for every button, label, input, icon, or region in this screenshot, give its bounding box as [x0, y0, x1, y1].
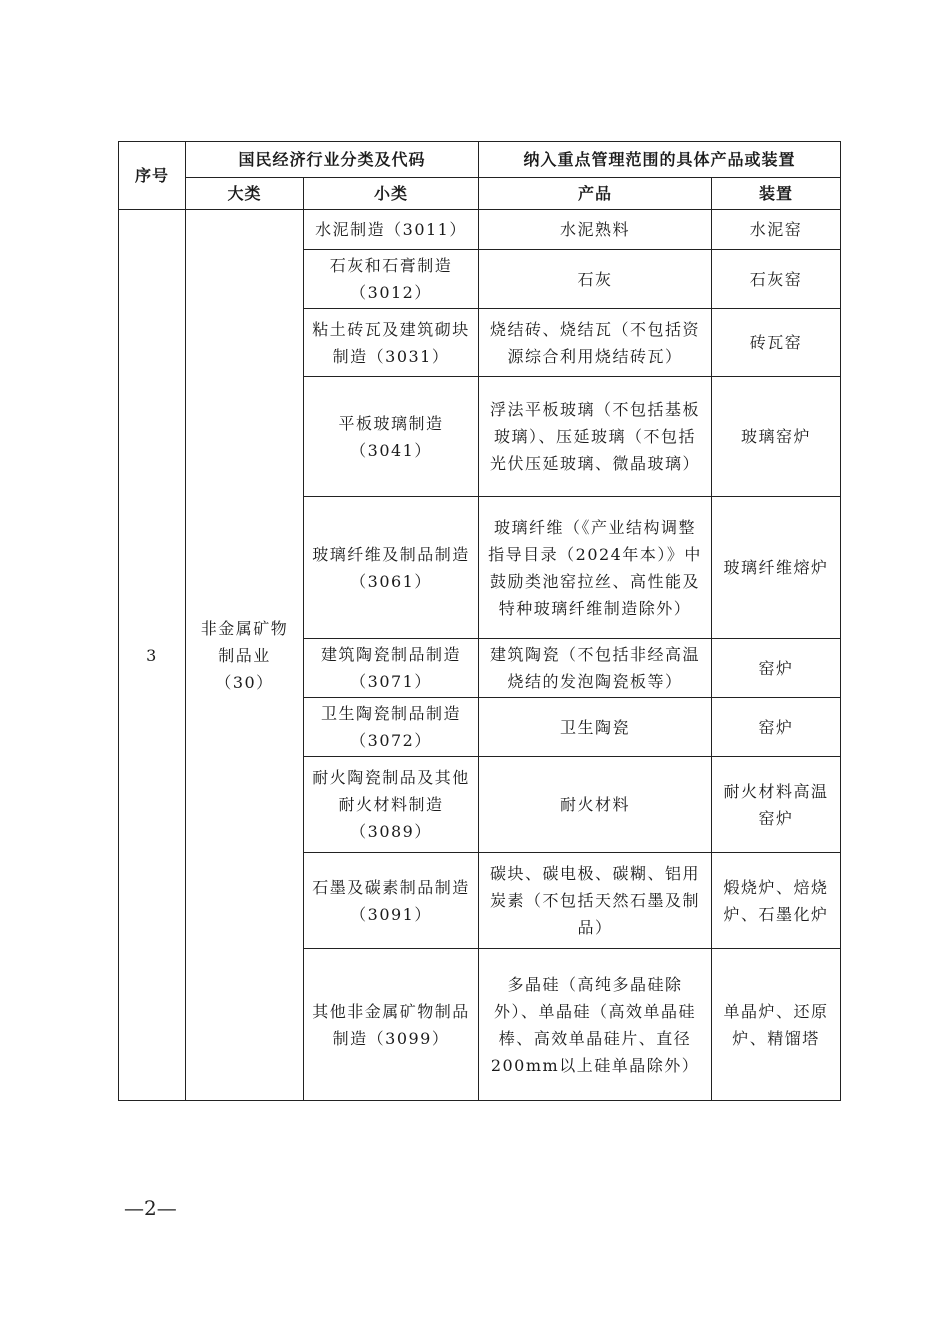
header-product: 产品: [479, 178, 712, 210]
product-cell: 碳块、碳电极、碳糊、铝用炭素（不包括天然石墨及制品）: [479, 853, 712, 949]
product-cell: 石灰: [479, 250, 712, 309]
product-cell: 耐火材料: [479, 757, 712, 853]
major-cell: 非金属矿物制品业（30）: [186, 210, 304, 1101]
device-cell: 窑炉: [712, 639, 841, 698]
header-minor: 小类: [304, 178, 479, 210]
header-device: 装置: [712, 178, 841, 210]
product-cell: 玻璃纤维（《产业结构调整指导目录（2024年本）》中鼓励类池窑拉丝、高性能及特种玻璃纤维制造除外）: [479, 497, 712, 639]
header-seq: 序号: [119, 142, 186, 210]
seq-cell: 3: [119, 210, 186, 1101]
product-cell: 浮法平板玻璃（不包括基板玻璃）、压延玻璃（不包括光伏压延玻璃、微晶玻璃）: [479, 377, 712, 497]
minor-cell: 水泥制造（3011）: [304, 210, 479, 250]
device-cell: 煅烧炉、焙烧炉、石墨化炉: [712, 853, 841, 949]
device-cell: 水泥窑: [712, 210, 841, 250]
device-cell: 耐火材料高温窑炉: [712, 757, 841, 853]
industry-table: [118, 141, 841, 1101]
minor-cell: 卫生陶瓷制品制造（3072）: [304, 698, 479, 757]
minor-cell: 平板玻璃制造（3041）: [304, 377, 479, 497]
device-cell: 玻璃窑炉: [712, 377, 841, 497]
minor-cell: 其他非金属矿物制品制造（3099）: [304, 949, 479, 1101]
minor-cell: 玻璃纤维及制品制造（3061）: [304, 497, 479, 639]
product-cell: 水泥熟料: [479, 210, 712, 250]
minor-cell: 石灰和石膏制造（3012）: [304, 250, 479, 309]
header-major: 大类: [186, 178, 304, 210]
minor-cell: 建筑陶瓷制品制造（3071）: [304, 639, 479, 698]
page-number: —2—: [124, 1196, 177, 1220]
table-row: [119, 210, 841, 250]
minor-cell: 石墨及碳素制品制造（3091）: [304, 853, 479, 949]
product-cell: 烧结砖、烧结瓦（不包括资源综合利用烧结砖瓦）: [479, 309, 712, 377]
product-cell: 建筑陶瓷（不包括非经高温烧结的发泡陶瓷板等）: [479, 639, 712, 698]
device-cell: 玻璃纤维熔炉: [712, 497, 841, 639]
product-cell: 多晶硅（高纯多晶硅除外）、单晶硅（高效单晶硅棒、高效单晶硅片、直径200mm以上硅单晶除外）: [479, 949, 712, 1101]
minor-cell: 粘土砖瓦及建筑砌块制造（3031）: [304, 309, 479, 377]
device-cell: 窑炉: [712, 698, 841, 757]
header-industry: 国民经济行业分类及代码: [186, 142, 479, 178]
device-cell: 石灰窑: [712, 250, 841, 309]
product-cell: 卫生陶瓷: [479, 698, 712, 757]
minor-cell: 耐火陶瓷制品及其他耐火材料制造（3089）: [304, 757, 479, 853]
device-cell: 砖瓦窑: [712, 309, 841, 377]
header-scope: 纳入重点管理范围的具体产品或装置: [479, 142, 841, 178]
device-cell: 单晶炉、还原炉、精馏塔: [712, 949, 841, 1101]
